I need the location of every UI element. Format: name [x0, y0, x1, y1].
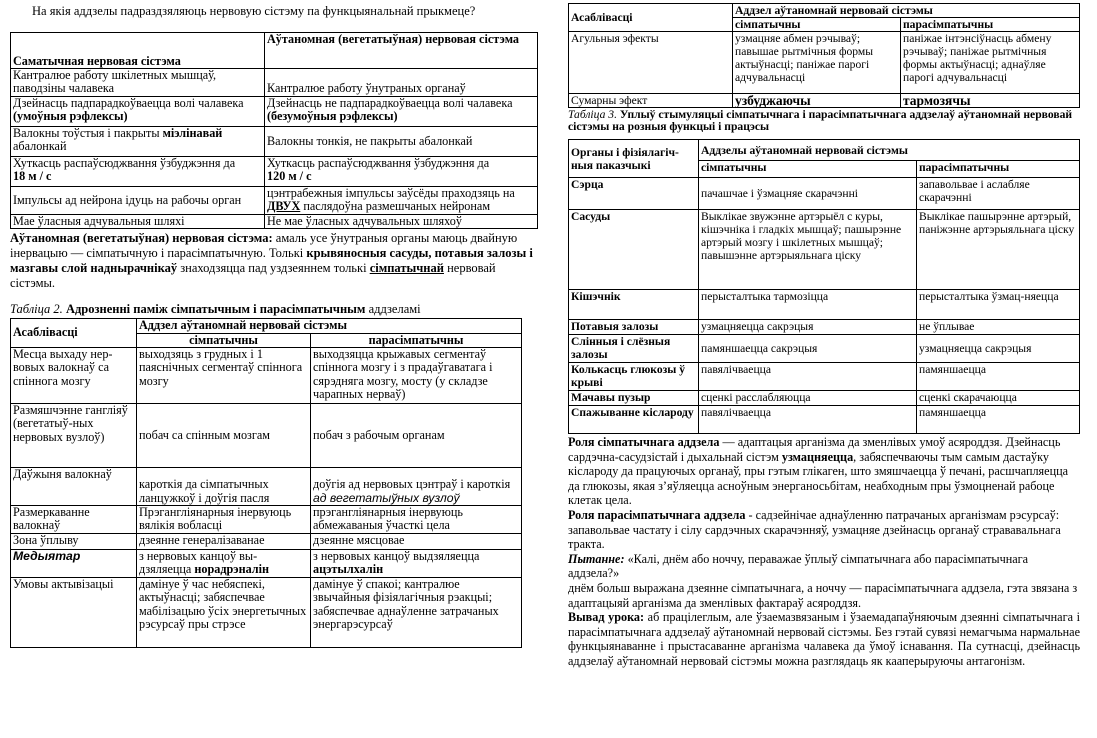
- table-cell: Сэрца: [569, 178, 699, 210]
- table-cell: павялічваецца: [699, 406, 917, 434]
- table-cell: Мае ўласныя адчувальныя шляхі: [11, 214, 265, 228]
- table-cell: Кантралюе работу шкілетных мышцаў, паводзіны чалавека: [11, 69, 265, 97]
- table-row: [11, 578, 522, 648]
- table-cell: Слінныя і слёзныя залозы: [569, 335, 699, 363]
- header-parasympathetic: парасімпатычны: [901, 18, 1080, 32]
- table-cell: памяншаецца: [917, 406, 1080, 434]
- table-cell: Агульныя эфекты: [569, 32, 733, 94]
- header-group: Аддзел аўтаномнай нервовай сістэмы: [137, 319, 522, 333]
- table-cell: Хуткасць распаўсюджвання ўзбуджэння да 120 м / с: [265, 156, 538, 186]
- table-cell: дзеянне генералізаванае: [137, 534, 311, 550]
- table-cell: выходзяць з грудных і 1 паяснічных сегментаў спіннога мозгу: [137, 348, 311, 404]
- lesson-conclusion-paragraph: Вывад урока: аб працілеглым, але ўзаемазвязаным і ўзаемадапаўняючым дзеянні сімпатычнага і парасімпатычнага аддзелаў аўтаномнай нервовай сістэмы. Без гэтай сувязі немагчыма нармальнае функцыянаванне і прыстасаванне арганізма чалавека да ўмоў існавання. Па сутнасці, дзейнасць аддзелаў аўтаномнай нервовай сістэмы можна разглядаць як кааперыруючы антагонізм.: [568, 610, 1080, 668]
- table-cell: Валокны тоўстыя і пакрыты міэлінавай абалонкай: [11, 126, 265, 156]
- table-cell: Выклікае звужэнне артэрыёл с куры, кішэчніка і гладкіх мышцаў; пашырэнне артэрый мозгу і шкілетных мышцаў; павышэнне артэрыяльнага ціску: [699, 210, 917, 290]
- table-row: [11, 214, 538, 228]
- table-cell: Дзейнасць не падпарадкоўваецца волі чалавека (безумоўныя рэфлексы): [265, 96, 538, 126]
- table-row: [569, 335, 1080, 363]
- table-cell: дамінуе ў спакоі; кантралюе звычайныя фізіялагічныя рэакцыі; забяспечвае аднаўленне затрачаных энергарэсурсаў: [311, 578, 522, 648]
- table-cell: Імпульсы ад нейрона ідуць на рабочы орган: [11, 186, 265, 214]
- table-nervous-system-types: [10, 32, 538, 229]
- table-cell: паніжае інтэнсіўнасць абмену рэчываў; паніжае рытмічныя формы актыўнасці; аднаўляе парогі адчувальнасці: [901, 32, 1080, 94]
- table-row: [569, 320, 1080, 335]
- table-cell: Выклікае пашырэнне артэрый, паніжэнне артэрыяльнага ціску: [917, 210, 1080, 290]
- header-parasympathetic: парасімпатычны: [917, 161, 1080, 178]
- table-cell: Мачавы пузыр: [569, 391, 699, 406]
- table-cell: Прэгангліянарныя інервуюць вялікія вобласці: [137, 506, 311, 534]
- autonomic-description: Аўтаномная (вегетатыўная) нервовая сістэма: амаль усе ўнутраныя органы маюць двайную інервацыю — сімпатычную і парасімпатычную. Толькі крывяносныя сасуды, потавыя залозы і мазгавы слой наднырачнікаў знаходзяцца пад уздзеяннем толькі сімпатычнай нервовай сістэмы.: [10, 231, 533, 291]
- table-cell: Хуткасць распаўсюджвання ўзбуджэння да 18 м / с: [11, 156, 265, 186]
- table-cell: Сасуды: [569, 210, 699, 290]
- table-cell: узбуджаючы: [733, 94, 901, 108]
- table-cell: памяншаецца: [917, 363, 1080, 391]
- table-row: [11, 69, 538, 97]
- header-features: Асаблівасці: [569, 4, 733, 32]
- table-cell: кароткія да сімпатычных ланцужкоў і доўгія пасля: [137, 468, 311, 506]
- table-cell: сценкі скарачаюцца: [917, 391, 1080, 406]
- table-cell: побач са спінным мозгам: [137, 404, 311, 468]
- table-cell: Даўжыня валокнаў: [11, 468, 137, 506]
- table-row: [569, 391, 1080, 406]
- table-cell: дзеянне мясцовае: [311, 534, 522, 550]
- table-cell: Колькасць глюкозы ў крыві: [569, 363, 699, 391]
- header-sympathetic: сімпатычны: [733, 18, 901, 32]
- table-cell: доўгія ад нервовых цэнтраў і кароткія ад вегетатыўных вузлоў: [311, 468, 522, 506]
- header-organs: Органы і фізіялагіч-ныя паказчыкі: [569, 140, 699, 178]
- header-group: Аддзел аўтаномнай нервовай сістэмы: [733, 4, 1080, 18]
- table-sympathetic-vs-parasympathetic: [10, 318, 522, 648]
- table-cell: Спажыванне кіслароду: [569, 406, 699, 434]
- table-cell: тармозячы: [901, 94, 1080, 108]
- table-cell: Дзейнасць падпарадкоўваецца волі чалавека (умоўныя рэфлексы): [11, 96, 265, 126]
- table-row: [569, 210, 1080, 290]
- header-group: Аддзелы аўтаномнай нервовай сістэмы: [699, 140, 1080, 161]
- table-row: [11, 534, 522, 550]
- header-sympathetic: сімпатычны: [137, 333, 311, 347]
- table-row: [11, 468, 522, 506]
- conclusion-text: [568, 435, 1080, 669]
- table-row: [11, 506, 522, 534]
- table-cell: выходзяцца крыжавых сегментаў спіннога мозгу і з прадаўгаватага і сярэдняга мозгу, мосту (у складзе чарапных нерваў): [311, 348, 522, 404]
- table-cell: пачашчае і ўзмацняе скарачэнні: [699, 178, 917, 210]
- answer-paragraph: днём больш выражана дзеянне сімпатычнага, а ноччу — парасімпатычнага аддзела, гэта звязана з адаптацыяй арганізма да зменлівых фактараў асяроддзя.: [568, 580, 1078, 610]
- table-header-row: [569, 140, 1080, 161]
- table-header-row: [11, 33, 538, 69]
- table-row: [569, 290, 1080, 320]
- table-row: [11, 96, 538, 126]
- table-row: [569, 178, 1080, 210]
- table-cell: Месца выхаду нер-вовых валокнаў са спіннога мозгу: [11, 348, 137, 404]
- table-cell: Умовы актывізацыі: [11, 578, 137, 648]
- left-column: [10, 0, 538, 648]
- table3-caption: Табліца 3. Уплыў стымуляцыі сімпатычнага і парасімпатычнага аддзелаў аўтаномнай нервовай сістэмы на розныя функцыі і працэсы: [568, 108, 1073, 133]
- table-row: [11, 156, 538, 186]
- table-cell: прэгангліянарныя інервуюць абмежаваныя ўчасткі цела: [311, 506, 522, 534]
- table-cell: Потавыя залозы: [569, 320, 699, 335]
- header-parasympathetic: парасімпатычны: [311, 333, 522, 347]
- table-cell: Сумарны эфект: [569, 94, 733, 108]
- table-cell: павялічваецца: [699, 363, 917, 391]
- table-cell: Кантралюе работу ўнутраных органаў: [265, 69, 538, 97]
- table-cell: узмацняе абмен рэчываў; павышае рытмічныя формы актыўнасці; паніжае парогі адчувальнасці: [733, 32, 901, 94]
- table-cell: запавольвае і аслабляе скарачэнні: [917, 178, 1080, 210]
- question-paragraph: Пытанне: «Калі, днём або ноччу, пераважае ўплыў сімпатычнага або парасімпатычнага аддзела?»: [568, 551, 1029, 581]
- table-row: [569, 94, 1080, 108]
- table-cell: цэнтрабежныя імпульсы заўсёды праходзяць на ДВУХ паслядоўна размешчаных нейронам: [265, 186, 538, 214]
- header-somatic: Саматычная нервовая сістэма: [11, 33, 265, 69]
- table-row: [11, 550, 522, 578]
- table-row: [11, 404, 522, 468]
- table-cell: сценкі расслабляюцца: [699, 391, 917, 406]
- table-cell: Размеркаванне валокнаў: [11, 506, 137, 534]
- table-cell: з нервовых канцоў вы-дзяляецца норадрэналін: [137, 550, 311, 578]
- table-row: [569, 406, 1080, 434]
- table-row: [569, 32, 1080, 94]
- table-row: [11, 348, 522, 404]
- table-cell: Кішэчнік: [569, 290, 699, 320]
- table-header-row: [569, 4, 1080, 18]
- table-cell: узмацняецца сакрэцыя: [699, 320, 917, 335]
- table-cell: Зона ўплыву: [11, 534, 137, 550]
- table-stimulation-effects: [568, 139, 1080, 434]
- table-cell: з нервовых канцоў выдзяляецца ацэтылхалін: [311, 550, 522, 578]
- table-cell: Размяшчэнне гангліяў (вегетатыў-ных нервовых вузлоў): [11, 404, 137, 468]
- table-cell: Медыятар: [11, 550, 137, 578]
- header-features: Асаблівасці: [11, 319, 137, 348]
- table-effects-continued: [568, 3, 1080, 108]
- sympathetic-role-paragraph: Роля сімпатычнага аддзела — адаптацыя арганізма да зменлівых умоў асяроддзя. Дзейнасць сардэчна-сасудзістай і дыхальнай сістэм узмацняецца, забяспечваючы тым самым дастаўку кіслароду да працуючых органаў, пры гэтым глікаген, што змяшчаецца ў печані, расшчапляецца да глюкозы, якая з’яўляецца асноўным энерганосьбітам, неабходным пры ўзмоцненай рабоце клетак цела.: [568, 435, 1069, 508]
- table-cell: перысталтыка тармозіцца: [699, 290, 917, 320]
- header-sympathetic: сімпатычны: [699, 161, 917, 178]
- right-column: [568, 3, 1080, 669]
- table-cell: Валокны тонкія, не пакрыты абалонкай: [265, 126, 538, 156]
- table-cell: побач з рабочым органам: [311, 404, 522, 468]
- parasympathetic-role-paragraph: Роля парасімпатычнага аддзела - садзейнічае аднаўленню патрачаных арганізмам рэсурсаў: запавольвае частату і сілу сардэчных скарачэнняў, узмацняе дзейнасць органаў стрававальнага тракта.: [568, 507, 1061, 552]
- table-cell: не ўплывае: [917, 320, 1080, 335]
- table-row: [11, 126, 538, 156]
- header-autonomic: Аўтаномная (вегетатыўная) нервовая сістэма: [265, 33, 538, 69]
- table2-caption: Табліца 2. Адрозненні паміж сімпатычным і парасімпатычным аддзеламі: [10, 302, 421, 317]
- table-cell: Не мае ўласных адчувальных шляхоў: [265, 214, 538, 228]
- table-cell: узмацняецца сакрэцыя: [917, 335, 1080, 363]
- table-row: [569, 363, 1080, 391]
- question-text: На якія аддзелы падраздзяляюць нервовую сістэму па функцыянальнай прыкмеце?: [32, 4, 476, 18]
- table-row: [11, 186, 538, 214]
- table-header-row: [11, 319, 522, 333]
- table-cell: дамінуе ў час небяспекі, актыўнасці; забяспечвае мабілізацыю ўсіх энергетычных рэсурсаў пры стрэсе: [137, 578, 311, 648]
- table-cell: памяншаецца сакрэцыя: [699, 335, 917, 363]
- table-cell: перысталтыка ўзмац-няецца: [917, 290, 1080, 320]
